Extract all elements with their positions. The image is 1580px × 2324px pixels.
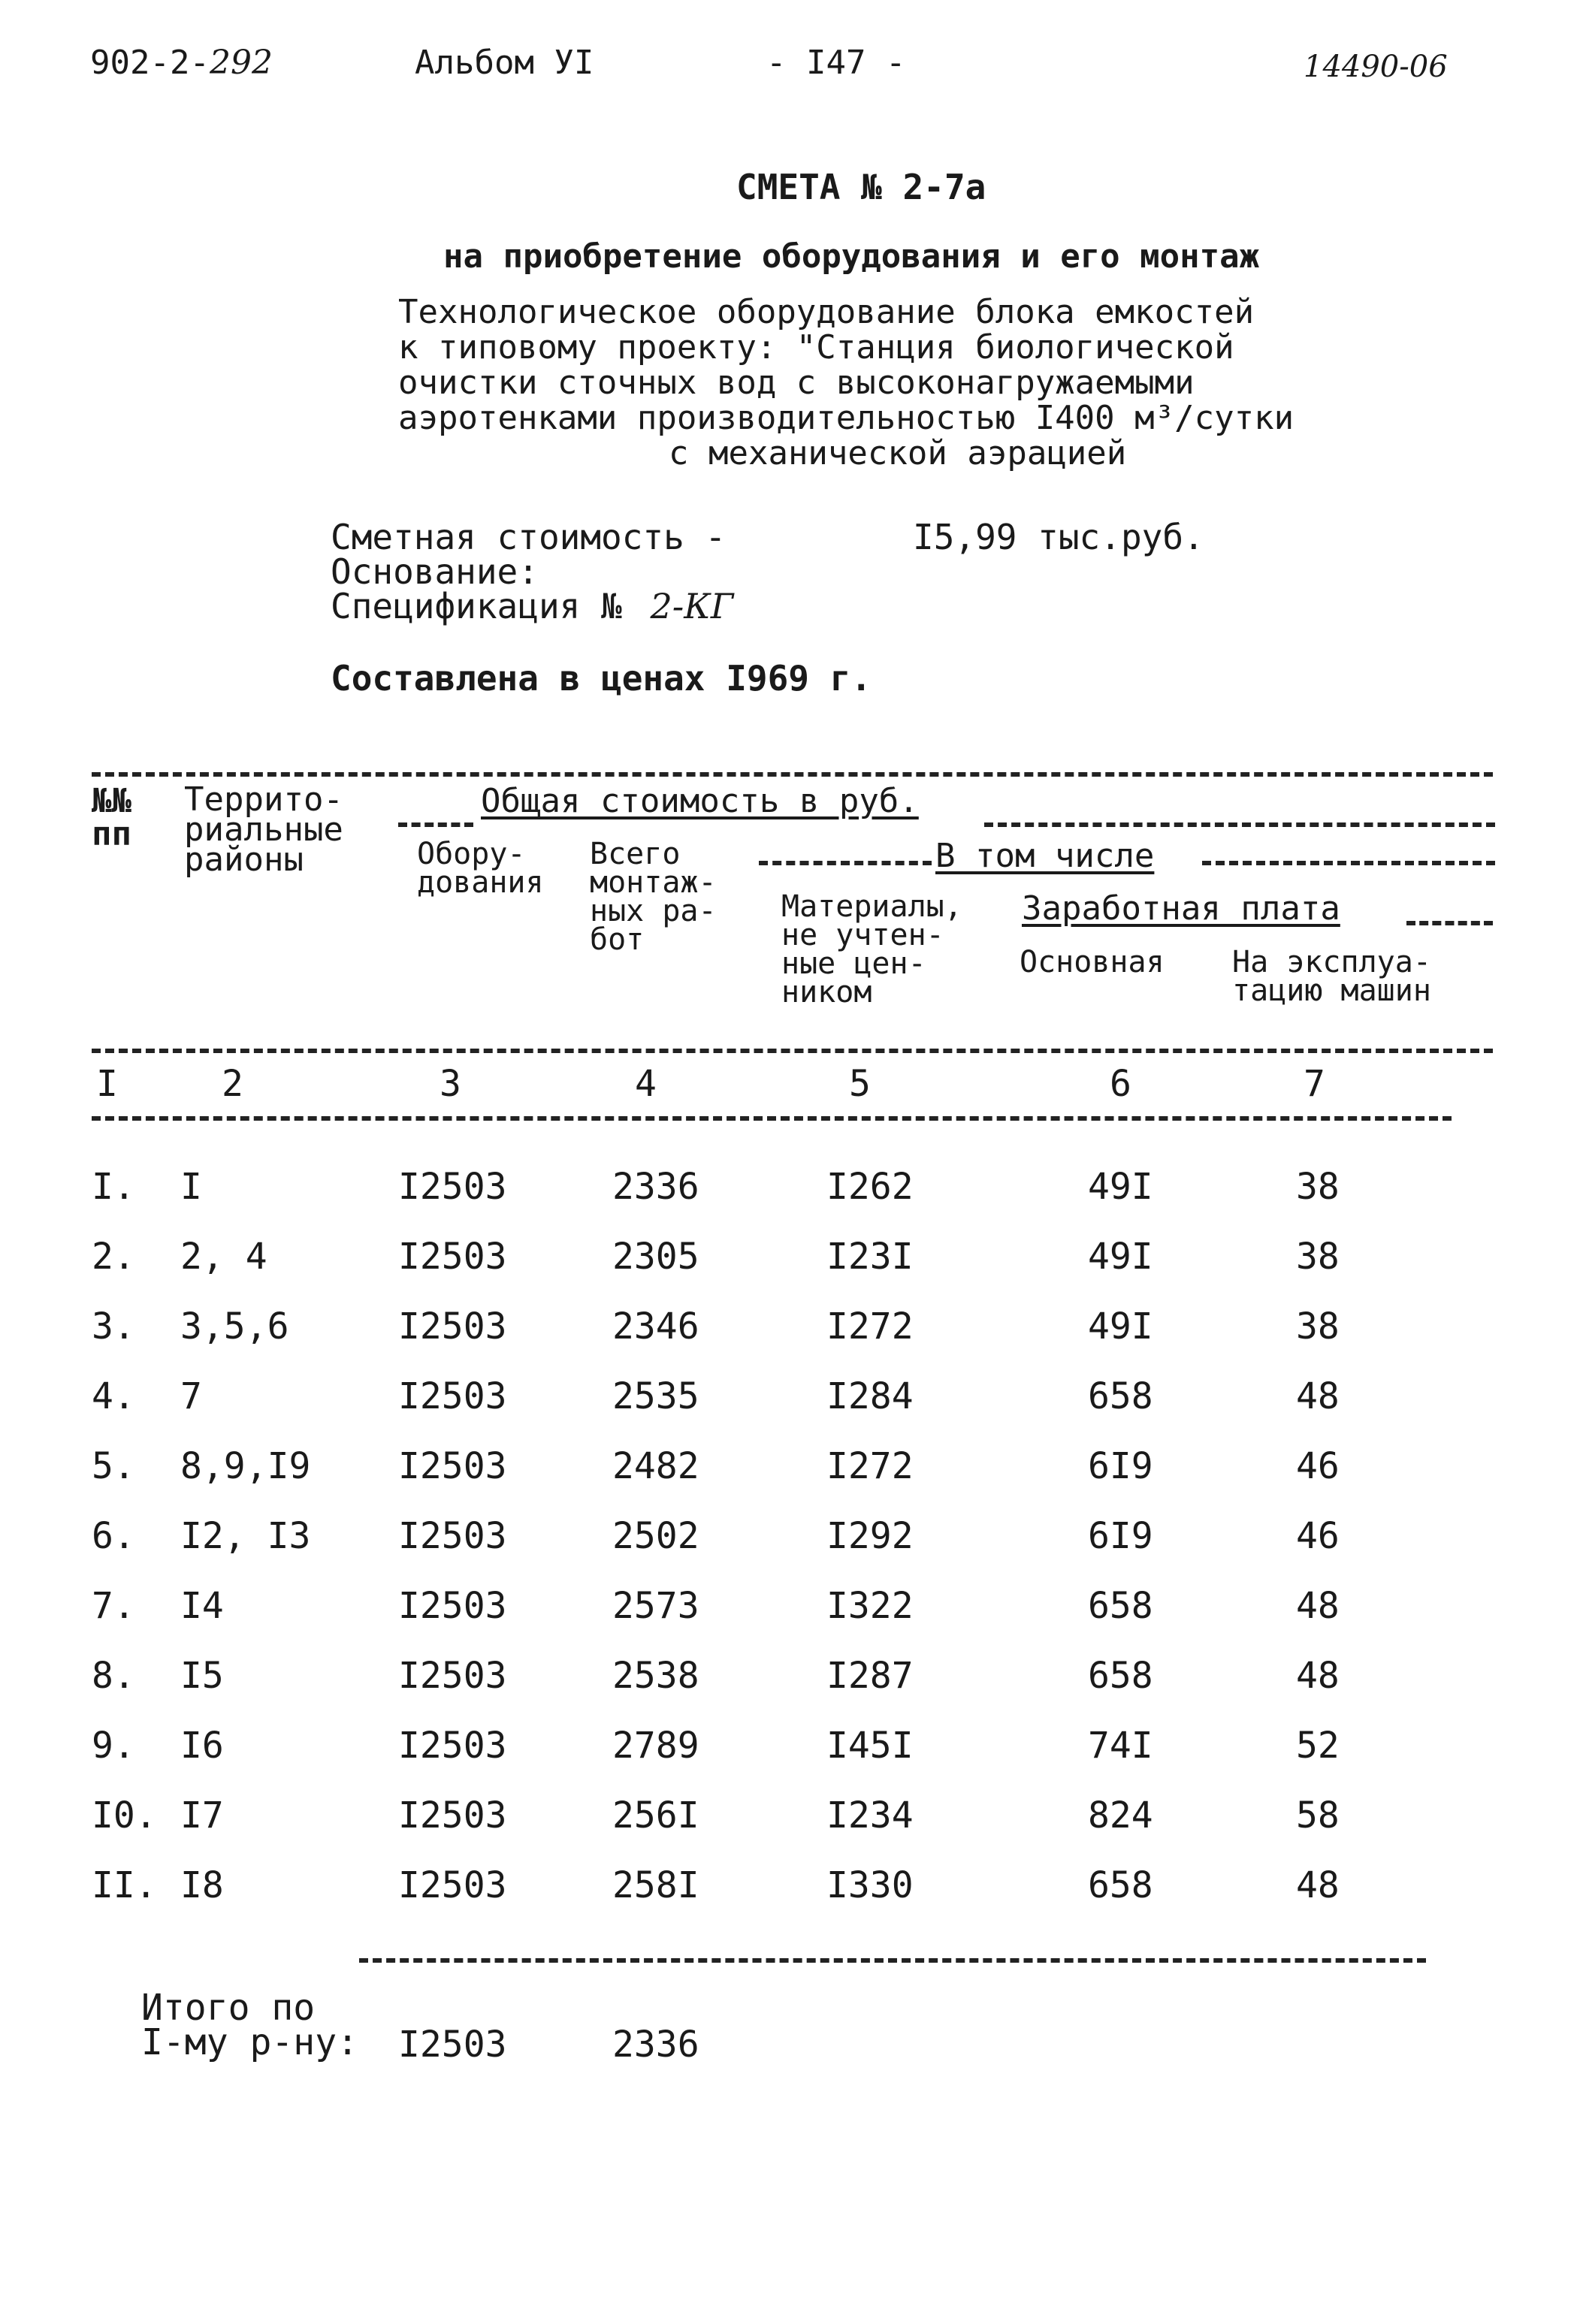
row-install: 2573 <box>612 1585 699 1627</box>
cost-label: Сметная стоимость - <box>331 517 727 557</box>
row-region: I5 <box>180 1655 224 1697</box>
total-install: 2336 <box>612 2024 699 2066</box>
row-materials: I287 <box>826 1655 914 1697</box>
row-equipment: I2503 <box>398 1305 507 1348</box>
row-wages-basic: 49I <box>1088 1166 1153 1208</box>
description-line-1: Технологическое оборудование блока емкостей <box>398 293 1255 331</box>
row-number: 6. <box>92 1515 135 1557</box>
row-materials: I292 <box>826 1515 914 1557</box>
total-label <box>141 1987 358 2063</box>
row-wages-basic: 49I <box>1088 1305 1153 1348</box>
col-number: I <box>96 1063 118 1105</box>
row-wages-basic: 658 <box>1088 1655 1153 1697</box>
row-wages-machines: 52 <box>1296 1725 1340 1767</box>
row-region: I4 <box>180 1585 224 1627</box>
row-wages-basic: 658 <box>1088 1375 1153 1417</box>
col-header-wages: Заработная плата <box>1022 889 1340 928</box>
row-region: 3,5,6 <box>180 1305 289 1348</box>
col-header-basic: Основная <box>1020 945 1165 979</box>
row-number: 3. <box>92 1305 135 1348</box>
row-materials: I272 <box>826 1445 914 1487</box>
col-number: 7 <box>1304 1063 1325 1105</box>
row-wages-basic: 49I <box>1088 1236 1153 1278</box>
row-number: I0. <box>92 1794 157 1837</box>
col-header-install: Всего монтаж- ных ра- бот <box>590 837 717 957</box>
row-number: 7. <box>92 1585 135 1627</box>
row-equipment: I2503 <box>398 1864 507 1906</box>
row-number: 2. <box>92 1236 135 1278</box>
row-materials: I23I <box>826 1236 914 1278</box>
row-wages-basic: 6I9 <box>1088 1515 1153 1557</box>
spec-label: Спецификация № <box>331 586 622 626</box>
row-wages-machines: 38 <box>1296 1166 1340 1208</box>
including-rule-left <box>759 861 932 865</box>
basis-label: Основание: <box>331 551 539 592</box>
row-equipment: I2503 <box>398 1655 507 1697</box>
col-number: 3 <box>440 1063 461 1105</box>
row-wages-machines: 48 <box>1296 1375 1340 1417</box>
row-install: 2535 <box>612 1375 699 1417</box>
doc-code-handwritten: 292 <box>209 44 273 82</box>
row-region: 7 <box>180 1375 202 1417</box>
row-number: I. <box>92 1166 135 1208</box>
col-number: 2 <box>222 1063 243 1105</box>
row-wages-machines: 58 <box>1296 1794 1340 1837</box>
col-numbers-bottom-rule <box>92 1116 1452 1121</box>
table-top-rule <box>92 772 1493 777</box>
total-cost-rule-right <box>984 822 1495 827</box>
description-line-5: с механической аэрацией <box>669 434 1127 472</box>
row-region: 8,9,I9 <box>180 1445 311 1487</box>
row-install: 2538 <box>612 1655 699 1697</box>
row-region: I7 <box>180 1794 224 1837</box>
total-equipment: I2503 <box>398 2024 507 2066</box>
row-wages-machines: 38 <box>1296 1305 1340 1348</box>
row-region: I8 <box>180 1864 224 1906</box>
col-number: 6 <box>1110 1063 1131 1105</box>
row-number: 4. <box>92 1375 135 1417</box>
row-number: 5. <box>92 1445 135 1487</box>
row-materials: I262 <box>826 1166 914 1208</box>
row-install: 2482 <box>612 1445 699 1487</box>
row-region: I2, I3 <box>180 1515 311 1557</box>
total-cost-rule-left <box>398 822 473 827</box>
prices-year: Составлена в ценах I969 г. <box>331 658 872 699</box>
row-equipment: I2503 <box>398 1585 507 1627</box>
header-bottom-rule <box>92 1049 1493 1053</box>
col-number: 4 <box>635 1063 657 1105</box>
row-region: I <box>180 1166 202 1208</box>
row-equipment: I2503 <box>398 1515 507 1557</box>
row-wages-basic: 74I <box>1088 1725 1153 1767</box>
col-header-equipment: Обору- дования <box>417 837 544 900</box>
row-materials: I284 <box>826 1375 914 1417</box>
row-materials: I45I <box>826 1725 914 1767</box>
row-wages-basic: 824 <box>1088 1794 1153 1837</box>
row-wages-machines: 48 <box>1296 1585 1340 1627</box>
row-equipment: I2503 <box>398 1445 507 1487</box>
row-wages-machines: 48 <box>1296 1864 1340 1906</box>
page-number: - I47 - <box>766 44 906 82</box>
row-install: 2502 <box>612 1515 699 1557</box>
row-wages-basic: 6I9 <box>1088 1445 1153 1487</box>
total-label-line-1: Итого по <box>141 1987 316 2029</box>
col-header-materials: Материалы, не учтен- ные цен- ником <box>781 889 962 1010</box>
row-number: II. <box>92 1864 157 1906</box>
cost-value: I5,99 тыс.руб. <box>913 517 1204 557</box>
row-materials: I272 <box>826 1305 914 1348</box>
description-line-2: к типовому проекту: "Станция биологической <box>398 328 1234 367</box>
row-equipment: I2503 <box>398 1166 507 1208</box>
estimate-title: СМЕТА № 2-7а <box>736 167 986 207</box>
table-bottom-rule <box>359 1958 1426 1963</box>
total-label-line-2: I-му р-ну: <box>141 2021 358 2063</box>
description-line-3: очистки сточных вод с высоконагружаемыми <box>398 364 1195 402</box>
col-header-region: Террито- риальные районы <box>184 780 343 879</box>
specification <box>331 586 734 626</box>
row-install: 258I <box>612 1864 699 1906</box>
doc-code-printed: 902-2- <box>90 44 210 82</box>
row-number: 9. <box>92 1725 135 1767</box>
row-materials: I234 <box>826 1794 914 1837</box>
row-region: 2, 4 <box>180 1236 267 1278</box>
estimate-subtitle: на приобретение оборудования и его монтаж <box>443 237 1260 276</box>
row-install: 2346 <box>612 1305 699 1348</box>
col-header-num: №№ пп <box>92 782 131 853</box>
row-wages-machines: 48 <box>1296 1655 1340 1697</box>
col-header-including: В том числе <box>935 837 1155 875</box>
album-label: Альбом УI <box>415 44 594 82</box>
row-number: 8. <box>92 1655 135 1697</box>
col-number: 5 <box>849 1063 871 1105</box>
row-wages-machines: 46 <box>1296 1445 1340 1487</box>
row-install: 2789 <box>612 1725 699 1767</box>
row-region: I6 <box>180 1725 224 1767</box>
row-install: 2305 <box>612 1236 699 1278</box>
row-install: 2336 <box>612 1166 699 1208</box>
row-equipment: I2503 <box>398 1236 507 1278</box>
row-equipment: I2503 <box>398 1375 507 1417</box>
description-line-4: аэротенками производительностью I400 м³/сутки <box>398 399 1295 437</box>
wages-rule-right <box>1406 921 1493 925</box>
row-equipment: I2503 <box>398 1794 507 1837</box>
inventory-number: 14490-06 <box>1304 50 1448 84</box>
row-wages-basic: 658 <box>1088 1864 1153 1906</box>
row-materials: I330 <box>826 1864 914 1906</box>
spec-value: 2-КГ <box>650 586 734 626</box>
row-wages-basic: 658 <box>1088 1585 1153 1627</box>
col-header-machines: На эксплуа- тацию машин <box>1232 945 1431 1008</box>
including-rule-right <box>1202 861 1495 865</box>
row-materials: I322 <box>826 1585 914 1627</box>
row-install: 256I <box>612 1794 699 1837</box>
doc-code <box>90 44 273 82</box>
row-wages-machines: 38 <box>1296 1236 1340 1278</box>
row-equipment: I2503 <box>398 1725 507 1767</box>
col-header-total-cost: Общая стоимость в руб. <box>481 782 919 820</box>
row-wages-machines: 46 <box>1296 1515 1340 1557</box>
